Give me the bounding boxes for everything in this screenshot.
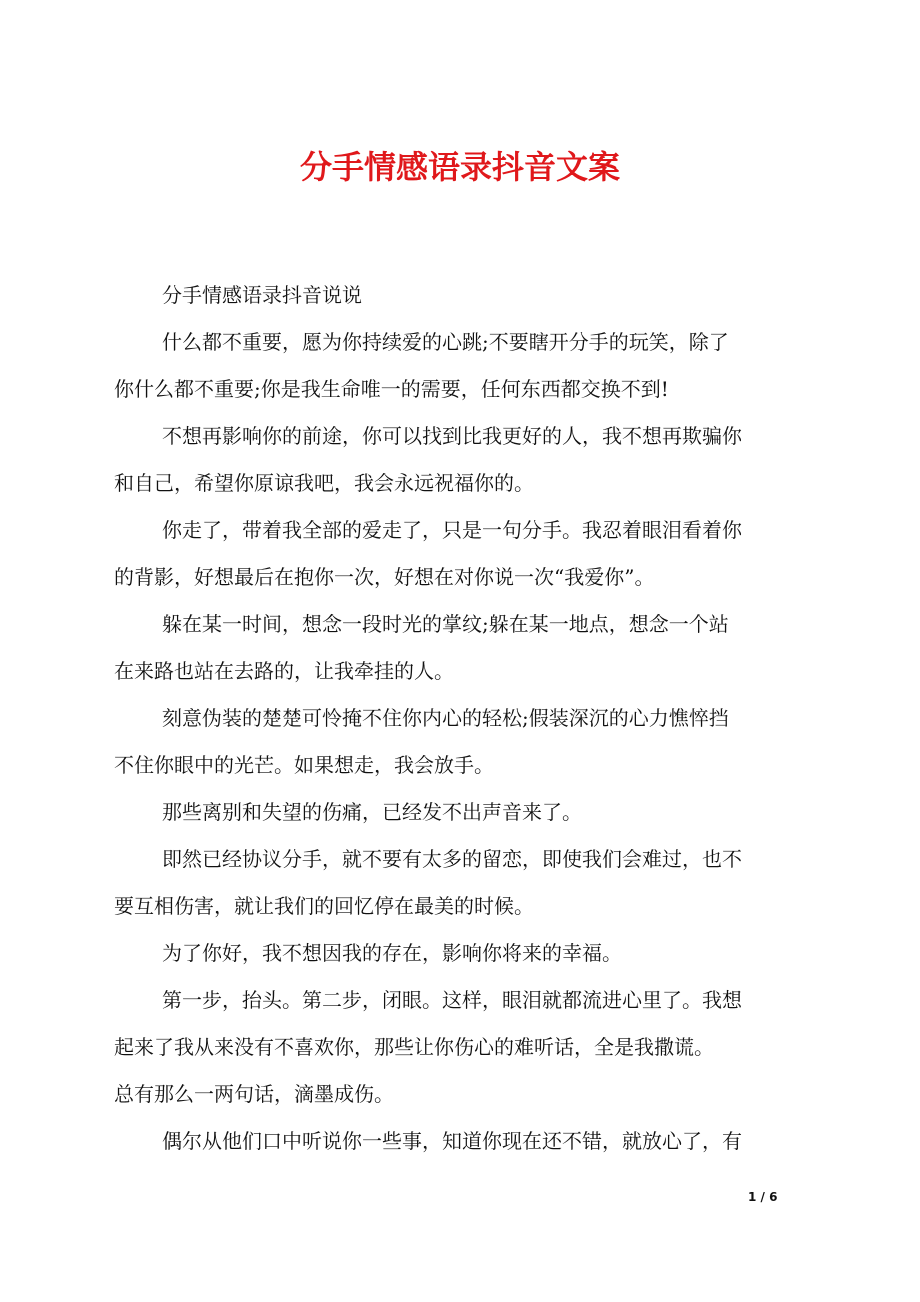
paragraph — [114, 695, 788, 789]
paragraph-line: 躲在某一时间，想念一段时光的掌纹;躲在某一地点，想念一个站 — [162, 612, 729, 636]
paragraph-line: 刻意伪装的楚楚可怜掩不住你内心的轻松;假装深沉的心力憔悴挡 — [162, 706, 729, 730]
paragraph — [114, 836, 788, 930]
paragraph-line: 什么都不重要，愿为你持续爱的心跳;不要瞎开分手的玩笑，除了 — [162, 330, 729, 354]
paragraph-line: 不住你眼中的光芒。如果想走，我会放手。 — [114, 753, 494, 777]
paragraph-line: 起来了我从来没有不喜欢你，那些让你伤心的难听话，全是我撒谎。 — [114, 1035, 714, 1059]
paragraph — [114, 601, 788, 695]
paragraph — [138, 930, 788, 977]
paragraph — [114, 319, 788, 413]
paragraph — [114, 507, 788, 601]
paragraph — [138, 1118, 788, 1165]
paragraph-line: 第一步，抬头。第二步，闭眼。这样，眼泪就都流进心里了。我想 — [162, 988, 742, 1012]
document-body — [114, 272, 788, 1165]
paragraph — [138, 789, 788, 836]
paragraph-line: 你走了，带着我全部的爱走了，只是一句分手。我忍着眼泪看着你 — [162, 518, 742, 542]
page-number: 1 / 6 — [748, 1190, 778, 1204]
paragraph-line: 偶尔从他们口中听说你一些事，知道你现在还不错，就放心了，有 — [162, 1129, 742, 1153]
paragraph-line: 在来路也站在去路的，让我牵挂的人。 — [114, 659, 454, 683]
paragraph-line: 和自己，希望你原谅我吧，我会永远祝福你的。 — [114, 471, 534, 495]
paragraph-line: 即然已经协议分手，就不要有太多的留恋，即使我们会难过，也不 — [162, 847, 742, 871]
paragraph-line: 的背影，好想最后在抱你一次，好想在对你说一次“我爱你”。 — [114, 565, 655, 589]
paragraph — [114, 977, 788, 1118]
paragraph-line: 你什么都不重要;你是我生命唯一的需要，任何东西都交换不到! — [114, 377, 669, 401]
paragraph — [138, 272, 788, 319]
document-title: 分手情感语录抖音文案 — [299, 148, 620, 186]
paragraph-line: 要互相伤害，就让我们的回忆停在最美的时候。 — [114, 894, 534, 918]
paragraph-line: 那些离别和失望的伤痛，已经发不出声音来了。 — [162, 800, 582, 824]
paragraph — [114, 413, 788, 507]
paragraph-line: 为了你好，我不想因我的存在，影响你将来的幸福。 — [162, 941, 622, 965]
paragraph-line: 总有那么一两句话，滴墨成伤。 — [114, 1082, 394, 1106]
paragraph-line: 分手情感语录抖音说说 — [162, 283, 362, 307]
paragraph-line: 不想再影响你的前途，你可以找到比我更好的人，我不想再欺骗你 — [162, 424, 742, 448]
